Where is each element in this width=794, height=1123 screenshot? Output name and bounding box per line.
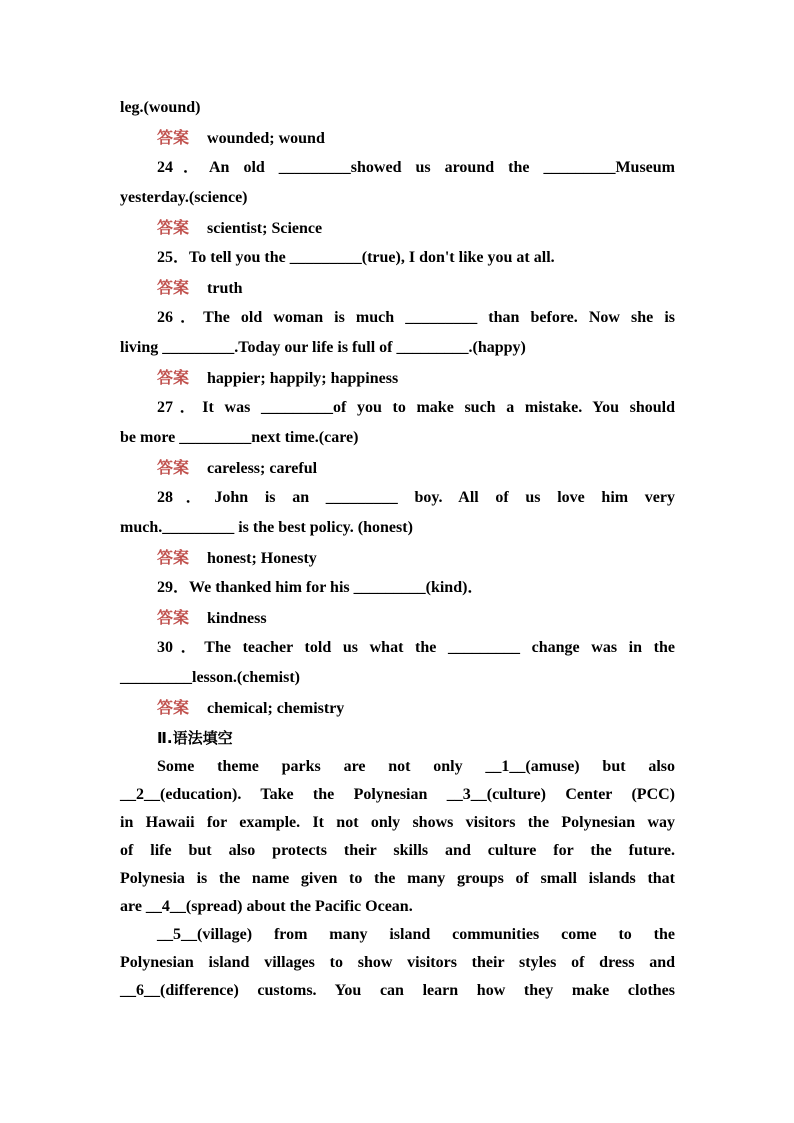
question-line: yesterday.(science) bbox=[120, 189, 248, 206]
passage-line: __2__(education). Take the Polynesian __3__(culture) Center (PCC) bbox=[120, 786, 675, 803]
question-line: much._________ is the best policy. (honest) bbox=[120, 519, 413, 536]
answer-line bbox=[120, 123, 675, 153]
answer-label: 答案 bbox=[157, 218, 190, 237]
answer-label: 答案 bbox=[157, 698, 190, 717]
answer-text: honest; Honesty bbox=[207, 550, 317, 567]
question-line: 24．An old _________showed us around the _________Museum bbox=[157, 159, 675, 176]
question-line: 27．It was _________of you to make such a mistake. You should bbox=[157, 399, 675, 416]
answer-line bbox=[120, 363, 675, 393]
question-line: 25．To tell you the _________(true), I don't like you at all. bbox=[157, 249, 555, 266]
passage-line: in Hawaii for example. It not only shows visitors the Polynesian way bbox=[120, 814, 675, 831]
answer-line bbox=[120, 453, 675, 483]
question-line: leg.(wound) bbox=[120, 99, 201, 116]
answer-line bbox=[120, 273, 675, 303]
answer-line bbox=[120, 543, 675, 573]
answer-line bbox=[120, 213, 675, 243]
question-line: living _________.Today our life is full of _________.(happy) bbox=[120, 339, 526, 356]
answer-text: wounded; wound bbox=[207, 130, 325, 147]
passage-line: Some theme parks are not only __1__(amuse) but also bbox=[157, 758, 675, 775]
answer-label: 答案 bbox=[157, 128, 190, 147]
section-title: Ⅱ.语法填空 bbox=[157, 729, 233, 747]
passage-line: Polynesia is the name given to the many groups of small islands that bbox=[120, 870, 675, 887]
question-line: 28．John is an _________ boy. All of us love him very bbox=[157, 489, 675, 506]
question-line: 30．The teacher told us what the _________ change was in the bbox=[157, 639, 675, 656]
answer-text: careless; careful bbox=[207, 460, 318, 477]
answer-label: 答案 bbox=[157, 608, 190, 627]
question-line: 26．The old woman is much _________ than before. Now she is bbox=[157, 309, 675, 326]
question-line: _________lesson.(chemist) bbox=[120, 669, 300, 686]
answer-label: 答案 bbox=[157, 548, 190, 567]
passage-line: are __4__(spread) about the Pacific Ocean. bbox=[120, 898, 413, 915]
answer-text: scientist; Science bbox=[207, 220, 323, 237]
passage-line: of life but also protects their skills and culture for the future. bbox=[120, 842, 675, 859]
answer-text: truth bbox=[207, 280, 243, 297]
answer-text: happier; happily; happiness bbox=[207, 370, 399, 387]
passage-line: Polynesian island villages to show visitors their styles of dress and bbox=[120, 954, 675, 971]
question-line: be more _________next time.(care) bbox=[120, 429, 359, 446]
question-line: 29．We thanked him for his _________(kind)． bbox=[157, 579, 484, 596]
answer-text: kindness bbox=[207, 610, 267, 627]
answer-line bbox=[120, 693, 675, 723]
answer-label: 答案 bbox=[157, 458, 190, 477]
answer-label: 答案 bbox=[157, 278, 190, 297]
passage-line: __5__(village) from many island communities come to the bbox=[157, 926, 675, 943]
answer-line bbox=[120, 603, 675, 633]
answer-text: chemical; chemistry bbox=[207, 700, 345, 717]
document-page bbox=[120, 93, 675, 1005]
answer-label: 答案 bbox=[157, 368, 190, 387]
passage-line: __6__(difference) customs. You can learn how they make clothes bbox=[120, 982, 675, 999]
